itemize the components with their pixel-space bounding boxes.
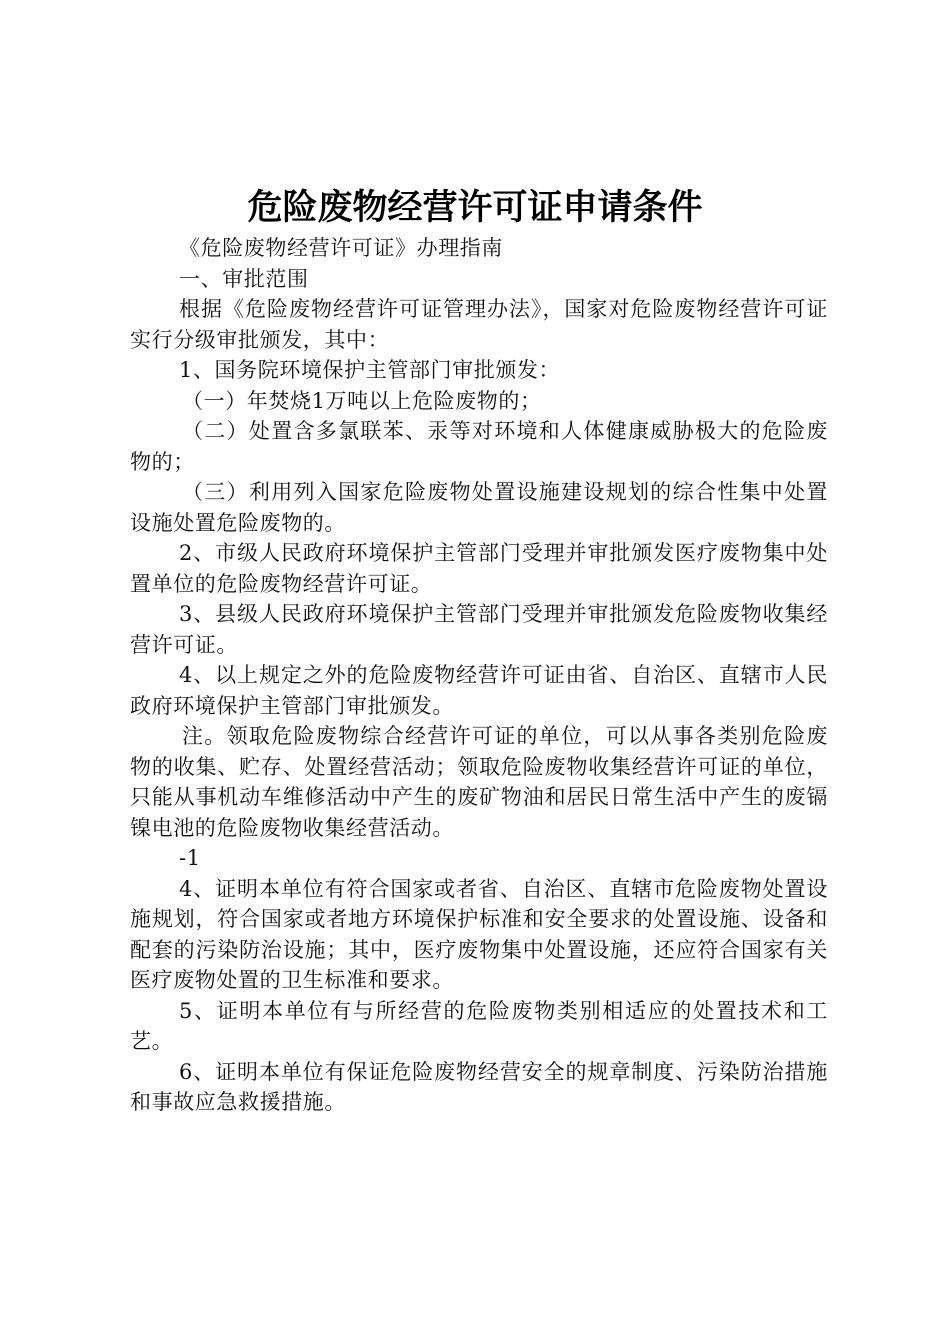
- paragraph-item: 5、证明本单位有与所经营的危险废物类别相适应的处置技术和工艺。: [130, 998, 828, 1053]
- paragraph-subitem: （一）年焚烧1万吨以上危险废物的；: [182, 388, 542, 413]
- paragraph-note: 注。领取危险废物综合经营许可证的单位，可以从事各类别危险废物的收集、贮存、处置经营活动；领取危险废物收集经营许可证的单位，只能从事机动车维修活动中产生的废矿物油和居民日常生活中产生的废镉镍电池的危险废物收集经营活动。: [130, 724, 828, 840]
- paragraph-subitem: （三）利用列入国家危险废物处置设施建设规划的综合性集中处置设施处置危险废物的。: [130, 480, 828, 535]
- document-body: [130, 233, 828, 1118]
- paragraph-item: 3、县级人民政府环境保护主管部门受理并审批颁发危险废物收集经营许可证。: [130, 602, 828, 657]
- paragraph-item: 4、以上规定之外的危险废物经营许可证由省、自治区、直辖市人民政府环境保护主管部门审批颁发。: [130, 663, 828, 718]
- paragraph-item: 6、证明本单位有保证危险废物经营安全的规章制度、污染防治措施和事故应急救援措施。: [130, 1059, 828, 1114]
- paragraph-subitem: （二）处置含多氯联苯、汞等对环境和人体健康威胁极大的危险废物的；: [130, 419, 828, 474]
- page-marker: -1: [179, 846, 201, 870]
- document-title: 危险废物经营许可证申请条件: [247, 188, 703, 228]
- paragraph-item: 4、证明本单位有符合国家或者省、自治区、直辖市危险废物处置设施规划，符合国家或者地方环境保护标准和安全要求的处置设施、设备和配套的污染防治设施；其中，医疗废物集中处置设施，还应符合国家有关医疗废物处置的卫生标准和要求。: [130, 876, 828, 992]
- paragraph-guide-heading: 《危险废物经营许可证》办理指南: [179, 236, 503, 260]
- paragraph-item: 1、国务院环境保护主管部门审批颁发：: [179, 358, 561, 382]
- paragraph-section-heading: 一、审批范围: [179, 266, 309, 291]
- paragraph: 根据《危险废物经营许可证管理办法》，国家对危险废物经营许可证实行分级审批颁发，其中：: [130, 297, 828, 352]
- paragraph-item: 2、市级人民政府环境保护主管部门受理并审批颁发医疗废物集中处置单位的危险废物经营许可证。: [130, 541, 828, 596]
